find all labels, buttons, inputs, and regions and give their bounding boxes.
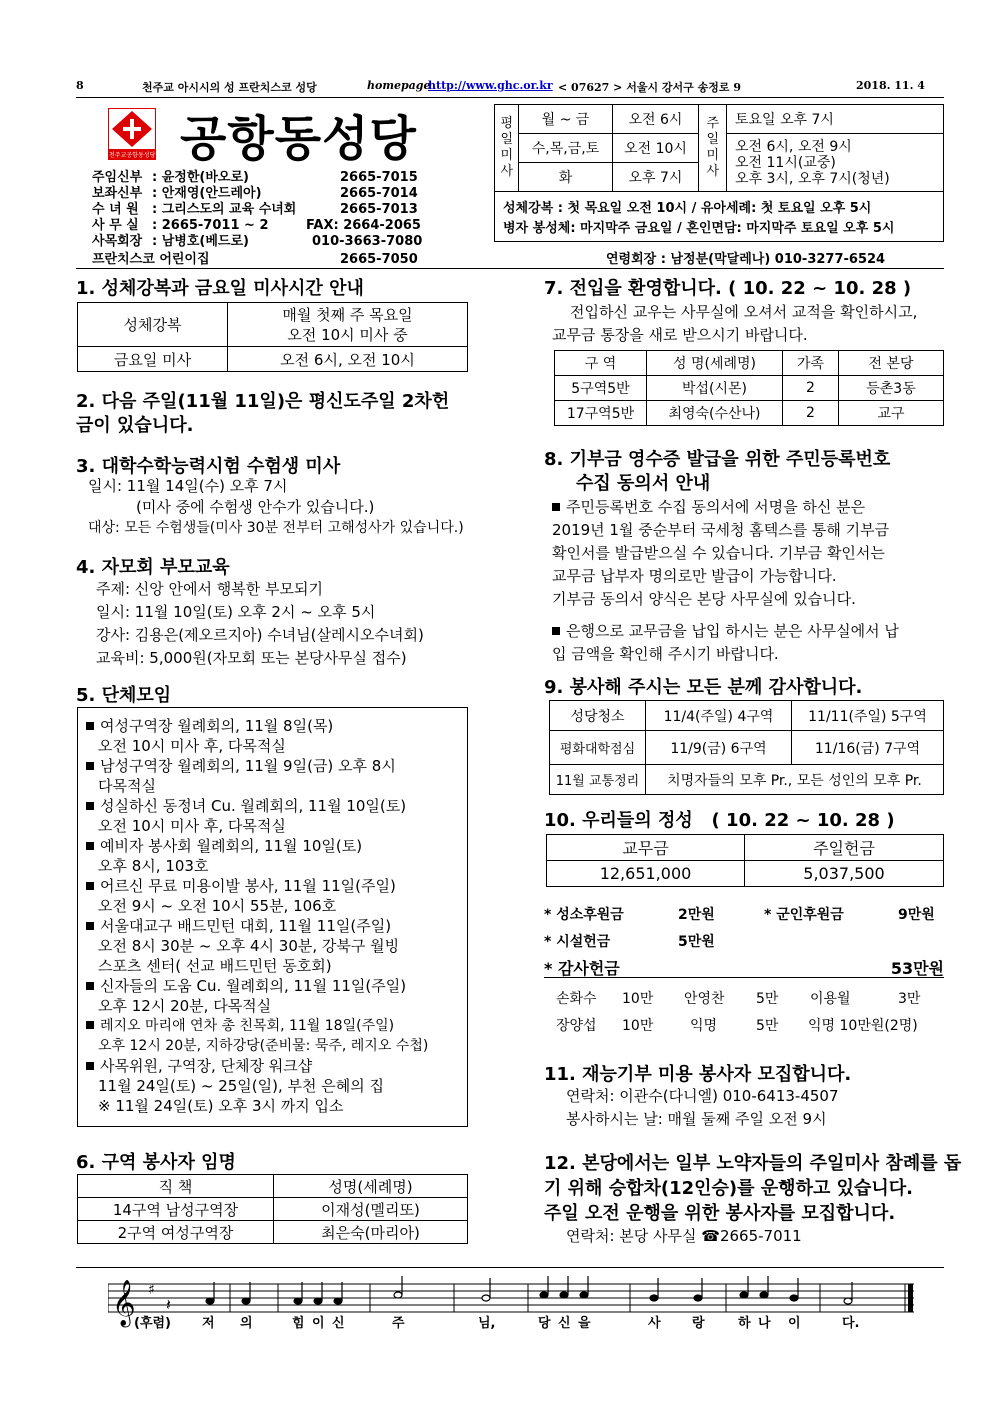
cell: 교구 <box>839 401 944 426</box>
cell: 치명자들의 모후 Pr., 모든 성인의 모후 Pr. <box>646 765 944 795</box>
header-rule <box>76 97 944 98</box>
cell: 12,651,000 <box>547 861 745 887</box>
section-1-title: 1. 성체강복과 금요일 미사시간 안내 <box>76 278 364 299</box>
table-header: 교무금 <box>547 835 745 861</box>
sunday-mass-times: 오전 6시, 오전 9시 오전 11시(교중) 오후 3시, 오후 7시(청년) <box>727 134 944 192</box>
cell: 2 <box>783 401 839 426</box>
cell: 박섭(시몬) <box>647 376 783 401</box>
parish-line: 천주교 아시시의 성 프란치스코 성당 <box>142 81 317 94</box>
cell: 성체강복 <box>78 303 228 347</box>
table-header: 주일헌금 <box>745 835 944 861</box>
section-12-body: 12. 본당에서는 일부 노약자들의 주일미사 참례를 돕 기 위해 승합차(12인승)를 운행하고 있습니다. 주일 오전 운행을 위한 봉사자를 모집합니다. <box>544 1153 962 1224</box>
top-rule <box>76 268 944 269</box>
section-6-title: 6. 구역 봉사자 임명 <box>76 1152 236 1173</box>
mass-day: 화 <box>519 163 613 192</box>
cell: 매월 첫째 주 목요일 오전 10시 미사 중 <box>228 303 468 347</box>
staff-row: 수 녀 원 <box>92 202 139 217</box>
section-9-title: 9. 봉사해 주시는 모든 분께 감사합니다. <box>544 677 863 698</box>
svg-text:𝄽: 𝄽 <box>166 1295 171 1314</box>
cell: 성당청소 <box>550 701 646 731</box>
cell: 오전 6시, 오전 10시 <box>228 347 468 372</box>
list-item: 신자들의 도움 Cu. 월례회의, 11월 11일(주일) 오후 12시 20분, 다목적실 <box>86 976 467 1016</box>
cell: 5,037,500 <box>745 861 944 887</box>
page-header <box>76 79 944 95</box>
parish-logo <box>108 108 156 160</box>
table-header: 가족 <box>783 351 839 376</box>
homepage-label: homepage <box>367 79 431 92</box>
mass-notes: 성체강복 : 첫 목요일 오전 10시 / 유아세례: 첫 토요일 오후 5시 병자 봉성체: 마지막주 금요일 / 혼인면담: 마지막주 토요일 오후 5시 <box>503 201 895 236</box>
sunday-mass-sat: 토요일 오후 7시 <box>727 105 944 134</box>
homepage-link[interactable]: http://www.ghc.or.kr <box>428 79 553 92</box>
table-header: 직 책 <box>78 1175 274 1198</box>
paragraph: 주민등록번호 수집 동의서에 서명을 하신 분은 <box>552 496 946 519</box>
mass-day: 월 ~ 금 <box>519 105 613 134</box>
staff-row-phone: 2665-7013 <box>340 202 418 217</box>
staff-row-name: : 그리스도의 교육 수녀회 <box>152 202 297 217</box>
table-header: 성명(세례명) <box>274 1175 468 1198</box>
bottom-rule <box>76 1267 944 1268</box>
section-3-body: 일시: 11월 14일(수) 오후 7시 (미사 중에 수험생 안수가 있습니다.) 대상: 모든 수험생들(미사 30분 전부터 고해성사가 있습니다.) <box>88 477 464 536</box>
section-2-title: 2. 다음 주일(11월 11일)은 평신도주일 2차헌 금이 있습니다. <box>76 391 450 436</box>
parish-title: 공항동성당 <box>180 111 417 167</box>
federation-contact: 연령회장 : 남정분(막달레나) 010-3277-6524 <box>606 252 886 267</box>
cell: 11/11(주일) 5구역 <box>792 701 944 731</box>
logo-mark-text: 천주교공항동성당 <box>109 152 156 159</box>
mass-time: 오후 7시 <box>613 163 699 192</box>
cell: 14구역 남성구역장 <box>78 1198 274 1221</box>
section-9-table <box>549 700 944 795</box>
section-11-body: 연락처: 이관수(다니엘) 010-6413-4507 봉사하시는 날: 매월 둘째 주일 오전 9시 <box>566 1087 839 1128</box>
staff-row-name: : 남병호(베드로) <box>152 234 249 249</box>
section-5-box <box>77 707 468 1127</box>
section-7-title: 7. 전입을 환영합니다. ( 10. 22 ~ 10. 28 ) <box>544 278 912 299</box>
staff-row-name: : 2665-7011 ~ 2 <box>152 218 269 233</box>
list-item: 예비자 봉사회 월례회의, 11월 10일(토) 오후 8시, 103호 <box>86 836 467 876</box>
section-5-title: 5. 단체모임 <box>76 685 172 706</box>
section-8-body: 주민등록번호 수집 동의서에 서명을 하신 분은 2019년 1월 중순부터 국세청 홈텍스를 통해 기부금 확인서를 발급받으실 수 있습니다. 기부금 확인서는 교무금 납부자 명의로만 발급이 가능합니다. 기부금 동의서 양식은 본당 사무실에 있습니다. 은행으로 교무금을 납입 하시는 분은 사무실에서 납 입 금액을 확인해 주시기 바랍니다. <box>552 496 946 666</box>
staff-row: 사 무 실 <box>92 218 139 233</box>
list-item: 성실하신 동정녀 Cu. 월례회의, 11월 10일(토) 오전 10시 미사 후, 다목적실 <box>86 796 467 836</box>
mass-time: 오전 10시 <box>613 134 699 163</box>
section-7-intro: 전입하신 교우는 사무실에 오셔서 교적을 확인하시고, 교무금 통장을 새로 받으시기 바랍니다. <box>552 303 918 344</box>
list-item: 사목위원, 구역장, 단체장 워크샵 11월 24일(토) ~ 25일(일), 부천 은혜의 집 ※ 11월 24일(토) 오후 3시 까지 입소 <box>86 1056 467 1116</box>
cell: 최은숙(마리아) <box>274 1221 468 1244</box>
address: < 07627 > 서울시 강서구 송정로 9 <box>558 81 741 94</box>
page-number: 8 <box>76 79 84 92</box>
paragraph: 은행으로 교무금을 납입 하시는 분은 사무실에서 납 <box>552 620 946 643</box>
issue-date: 2018. 11. 4 <box>856 79 925 92</box>
staff-row: 사목회장 <box>92 234 143 249</box>
svg-text:𝄞: 𝄞 <box>112 1280 136 1326</box>
section-8-title: 8. 기부금 영수증 발급을 위한 주민등록번호 수집 동의서 안내 <box>544 449 891 494</box>
staff-row: 프란치스코 어린이집 <box>92 252 210 267</box>
table-header: 성 명(세례명) <box>647 351 783 376</box>
section-4-title: 4. 자모회 부모교육 <box>76 557 230 578</box>
svg-text:♯: ♯ <box>148 1282 155 1298</box>
section-11-title: 11. 재능기부 미용 봉사자 모집합니다. <box>544 1064 852 1085</box>
table-header: 전 본당 <box>839 351 944 376</box>
staff-row: 주임신부 <box>92 170 143 185</box>
cell: 금요일 미사 <box>78 347 228 372</box>
weekday-mass-label: 평일미사 <box>495 105 519 192</box>
mass-day: 수,목,금,토 <box>519 134 613 163</box>
sunday-mass-label: 주일미사 <box>699 105 727 192</box>
staff-row-phone: 2665-7014 <box>340 186 418 201</box>
staff-row-name: : 윤정한(바오로) <box>152 170 249 185</box>
section-3-title: 3. 대학수학능력시험 수험생 미사 <box>76 456 341 477</box>
section-10-title: 10. 우리들의 정성 ( 10. 22 ~ 10. 28 ) <box>544 810 895 831</box>
cell: 5구역5반 <box>555 376 647 401</box>
table-header: 구 역 <box>555 351 647 376</box>
section-6-table <box>77 1174 468 1244</box>
section-1-table <box>77 302 468 372</box>
cell: 2 <box>783 376 839 401</box>
staff-row-name: : 안재영(안드레아) <box>152 186 262 201</box>
list-item: 레지오 마리애 연차 총 친목회, 11월 18일(주일) 오후 12시 20분, 지하강당(준비물: 묵주, 레지오 수첩) <box>86 1016 467 1056</box>
cell: 11/9(금) 6구역 <box>646 731 792 765</box>
list-item: 여성구역장 월례회의, 11월 8일(목) 오전 10시 미사 후, 다목적실 <box>86 716 467 756</box>
cell: 2구역 여성구역장 <box>78 1221 274 1244</box>
list-item: 어르신 무료 미용이발 봉사, 11월 11일(주일) 오전 9시 ~ 오전 10시 55분, 106호 <box>86 876 467 916</box>
cell: 11월 교통정리 <box>550 765 646 795</box>
section-4-body: 주제: 신앙 안에서 행복한 부모되기 일시: 11월 10일(토) 오후 2시 ~ 오후 5시 강사: 김용은(제오르지아) 수녀님(살레시오수녀회) 교육비: 5,000원(자모회 또는 본당사무실 접수) <box>96 580 424 667</box>
cell: 17구역5반 <box>555 401 647 426</box>
list-item: 서울대교구 배드민턴 대회, 11월 11일(주일) 오전 8시 30분 ~ 오후 4시 30분, 강북구 월빙 스포츠 센터( 선교 배드민턴 동호회) <box>86 916 467 976</box>
cell: 11/16(금) 7구역 <box>792 731 944 765</box>
section-10-table <box>546 834 944 887</box>
staff-row-phone: FAX: 2664-2065 <box>306 218 421 233</box>
section-7-table <box>554 350 944 426</box>
section-12-contact: 연락처: 본당 사무실 ☎2665-7011 <box>566 1227 802 1245</box>
list-item: 남성구역장 월례회의, 11월 9일(금) 오후 8시 다목적실 <box>86 756 467 796</box>
staff-row-phone: 010-3663-7080 <box>312 234 423 249</box>
cell: 평화대학점심 <box>550 731 646 765</box>
cell: 11/4(주일) 4구역 <box>646 701 792 731</box>
hymn-lyrics: (후렴) 저 의 힘 이 신 주 님, 당 신 을 사 랑 하 나 이 다. <box>134 1316 860 1331</box>
mass-time: 오전 6시 <box>613 105 699 134</box>
staff-row-phone: 2665-7015 <box>340 170 418 185</box>
cell: 이재성(멜리또) <box>274 1198 468 1221</box>
cell: 등촌3동 <box>839 376 944 401</box>
thanks-offering: * 감사헌금 53만원 <box>544 956 944 978</box>
staff-row: 보좌신부 <box>92 186 143 201</box>
cell: 최영숙(수산나) <box>647 401 783 426</box>
mass-schedule <box>494 104 944 242</box>
staff-row-phone: 2665-7050 <box>340 252 418 267</box>
